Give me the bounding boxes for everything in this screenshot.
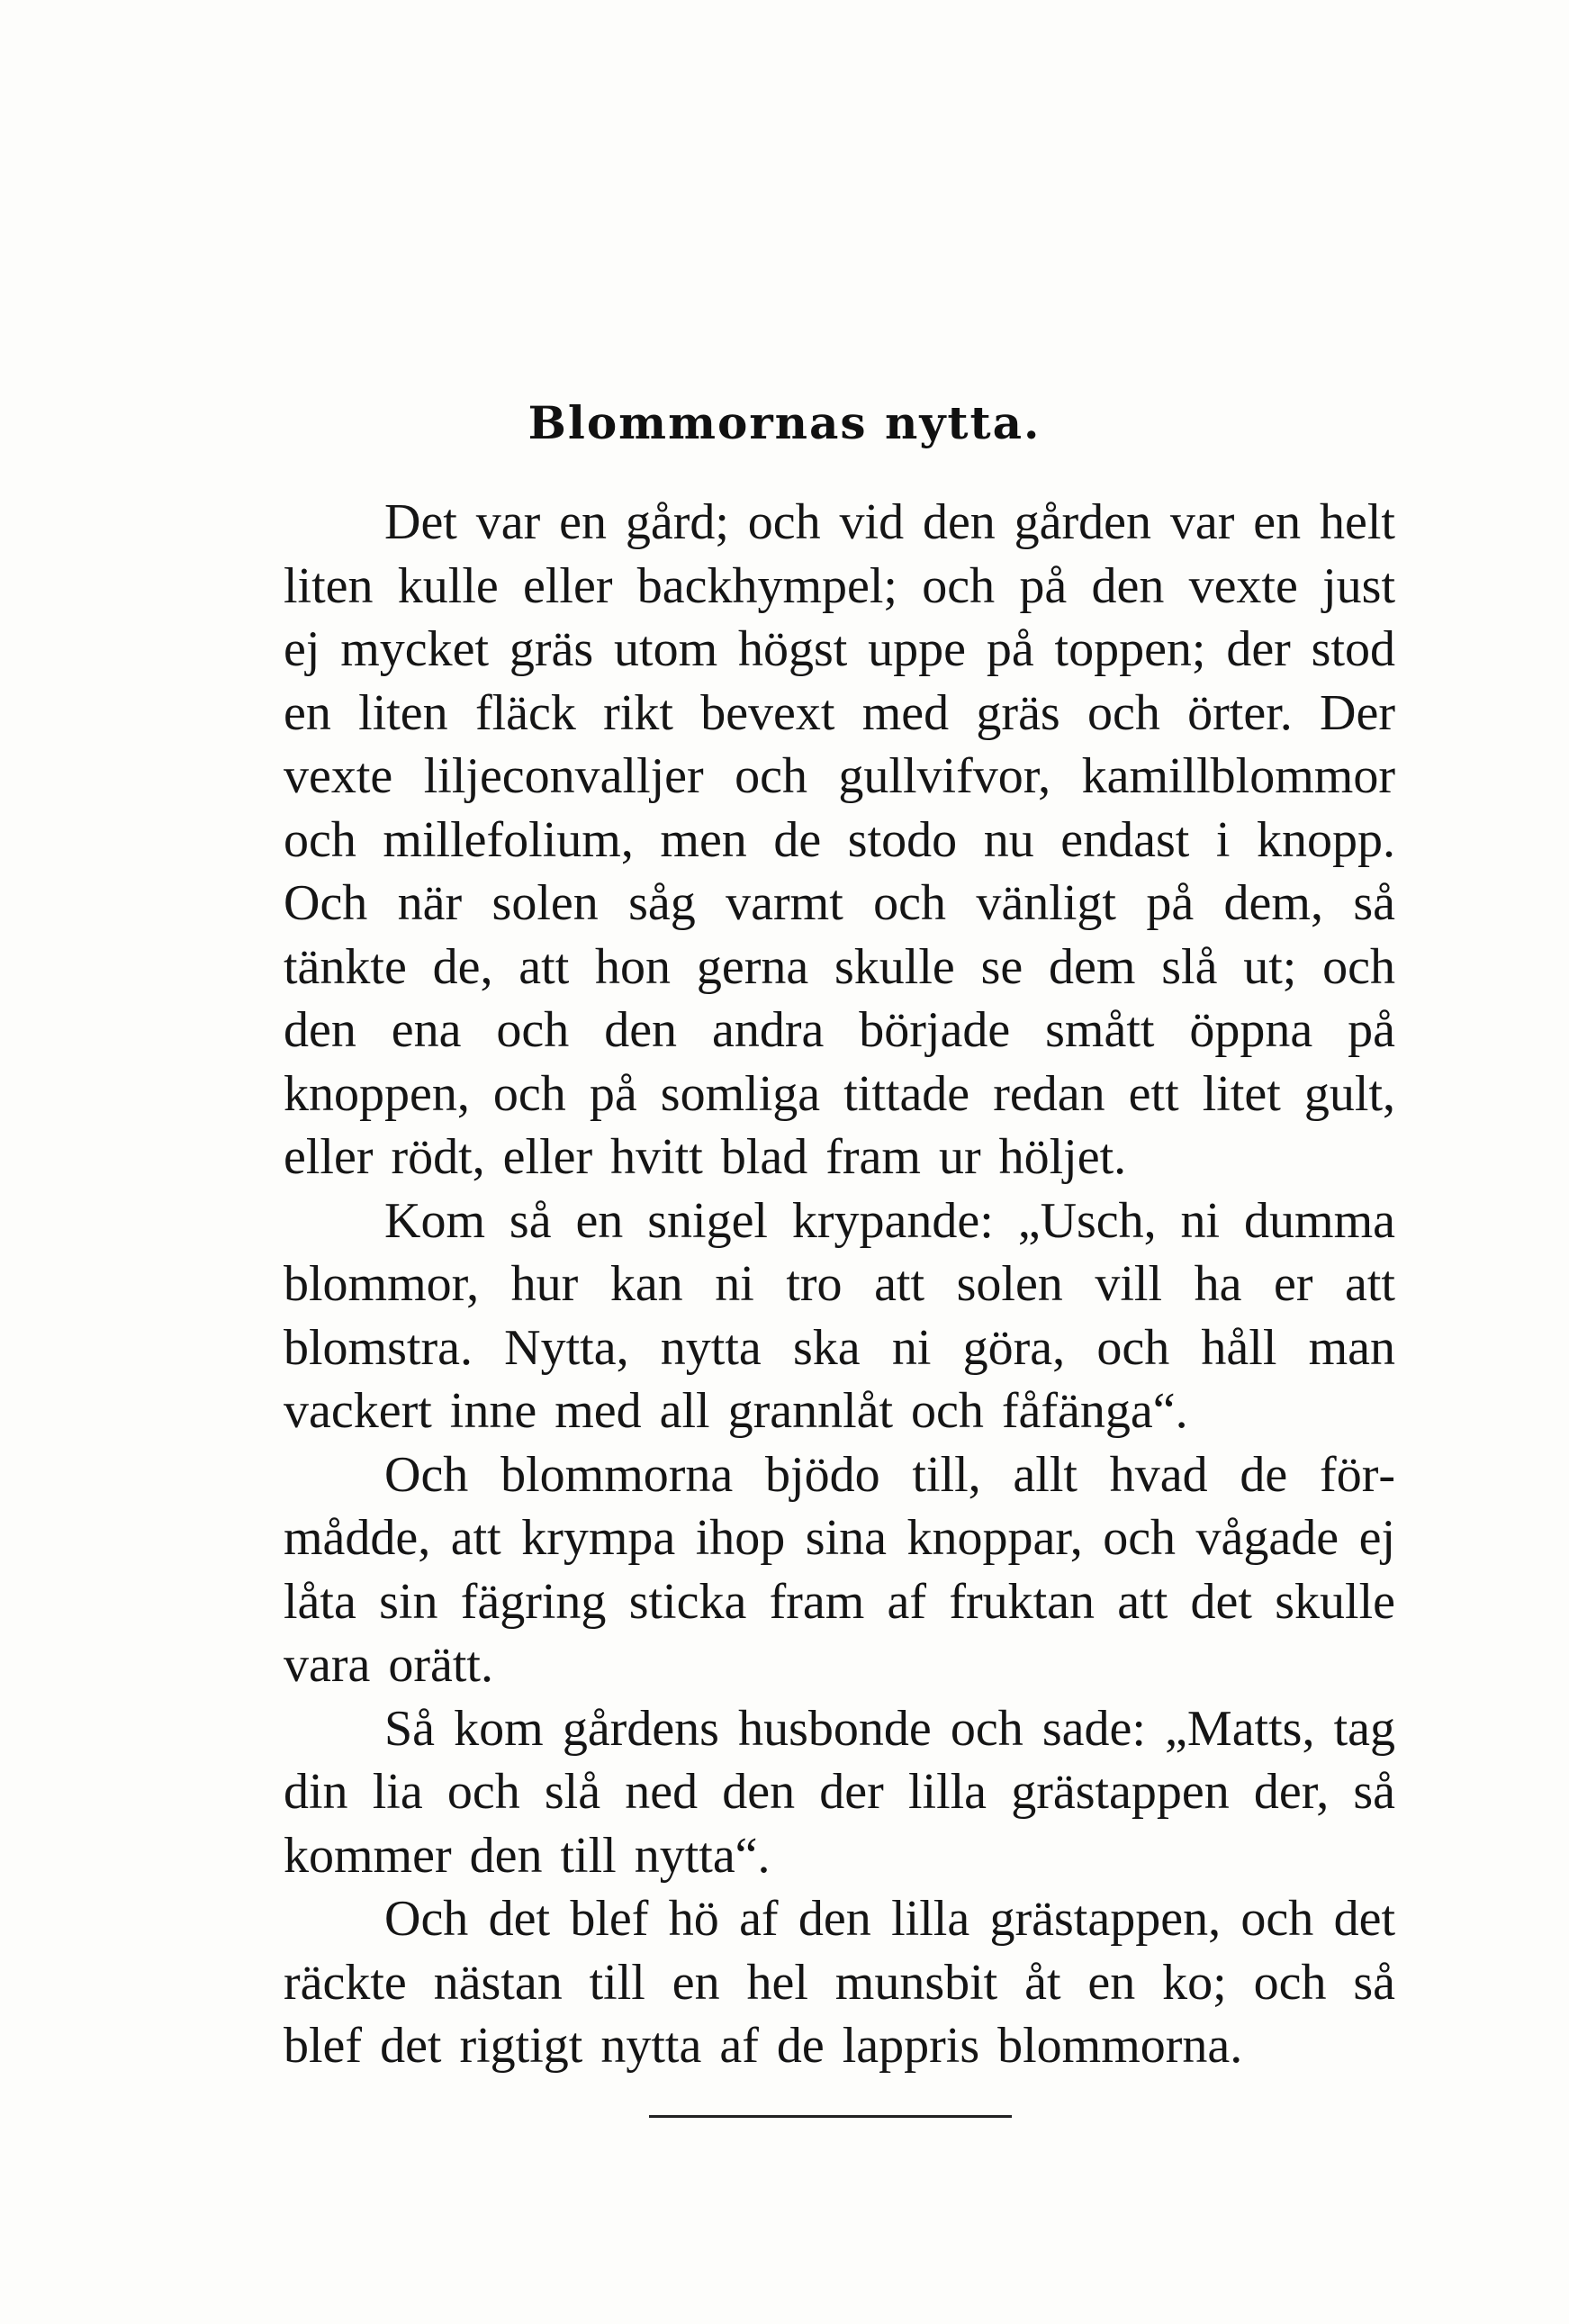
story-text bbox=[284, 491, 1395, 2078]
paragraph-4: Så kom gårdens husbonde och sade: „Matts, tag din lia och slå ned den der lilla grästappen der, så kommer den till nytta“. bbox=[284, 1700, 1395, 1884]
paragraph-2: Kom så en snigel krypande: „Usch, ni dumma blommor, hur kan ni tro att solen vill ha er att blomstra. Nytta, nytta ska ni göra, och håll man vackert inne med all grannlåt och fåfänga“. bbox=[284, 1192, 1395, 1439]
page-title: Blommornas nytta. bbox=[528, 396, 1041, 449]
paragraph-1: Det var en gård; och vid den gården var en helt liten kulle eller backhympel; och på den vexte just ej mycket gräs utom högst uppe på toppen; der stod en liten fläck rikt bevext med gräs och örter. Der vexte liljeconvalljer och gullvifvor, kamillblommor och millefolium, men de stodo nu endast i knopp. Och när solen såg varmt och vänligt på dem, så tänkte de, att hon gerna skulle se dem slå ut; och den ena och den andra började smått öppna på knoppen, och på somliga tittade redan ett litet gult, eller rödt, eller hvitt blad fram ur höljet. bbox=[284, 494, 1395, 1185]
paragraph-3: Och blommorna bjödo till, allt hvad de förmådde, att krympa ihop sina knoppar, och vågade ej låta sin fägring sticka fram af fruktan att det skulle vara orätt. bbox=[284, 1446, 1395, 1693]
paragraph-5: Och det blef hö af den lilla grästappen, och det räckte nästan till en hel munsbit åt en ko; och så blef det rigtigt nytta af de lappris blommorna. bbox=[284, 1891, 1395, 2074]
end-divider bbox=[649, 2115, 1012, 2118]
